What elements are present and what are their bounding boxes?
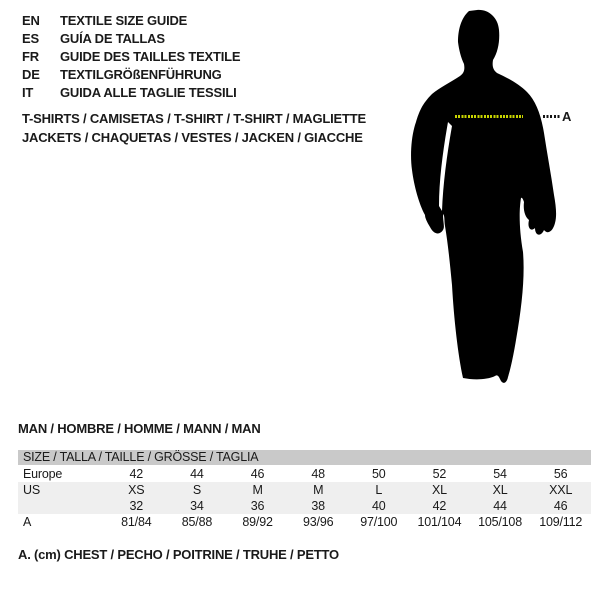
value-cell: 46: [250, 467, 265, 481]
table-row-alt-sizes: [18, 498, 591, 514]
value-cell: 89/92: [242, 515, 273, 529]
lang-row-fr: [22, 48, 240, 66]
category-tshirts: T-SHIRTS / CAMISETAS / T-SHIRT / T-SHIRT / MAGLIETTE: [22, 111, 366, 126]
value-cell: XS: [128, 483, 145, 497]
table-row-us: [18, 482, 591, 498]
value-cell: 101/104: [417, 515, 462, 529]
table-row-chest-cm: [18, 514, 591, 530]
man-silhouette-image: [403, 8, 573, 388]
value-cell: 34: [190, 499, 204, 513]
value-cell: 105/108: [478, 515, 522, 529]
lang-label: GUIDA ALLE TAGLIE TESSILI: [60, 85, 237, 100]
value-cell: L: [375, 483, 383, 497]
size-table: [18, 450, 591, 530]
value-cell: XXL: [549, 483, 573, 497]
row-label-cell: Europe: [23, 467, 63, 481]
value-cell: 85/88: [181, 515, 213, 529]
value-cell: 46: [553, 499, 568, 513]
value-cell: 56: [553, 467, 568, 481]
value-cell: 40: [372, 499, 386, 513]
lang-label: TEXTILGRÖßENFÜHRUNG: [60, 67, 222, 82]
section-title-man: MAN / HOMBRE / HOMME / MANN / MAN: [18, 421, 261, 436]
table-row-europe: [18, 466, 591, 482]
value-cell: M: [252, 483, 263, 497]
value-cell: 42: [432, 499, 447, 513]
value-cell: 48: [311, 467, 325, 481]
measure-footnote: A. (cm) CHEST / PECHO / POITRINE / TRUHE / PETTO: [18, 547, 339, 562]
value-cell: XL: [492, 483, 508, 497]
lang-row-es: [22, 30, 240, 48]
category-jackets: JACKETS / CHAQUETAS / VESTES / JACKEN / GIACCHE: [22, 129, 363, 145]
lang-label: GUIDE DES TAILLES TEXTILE: [60, 49, 241, 64]
value-cell: 44: [190, 467, 204, 481]
value-cell: 97/100: [360, 515, 398, 529]
lang-label: TEXTILE SIZE GUIDE: [60, 13, 188, 28]
lang-code: EN: [22, 13, 40, 28]
row-label-cell: US: [23, 483, 40, 497]
value-cell: 32: [129, 499, 144, 513]
lang-row-en: [22, 12, 240, 30]
value-cell: 38: [311, 499, 325, 513]
value-cell: 42: [129, 467, 144, 481]
value-cell: 109/112: [539, 515, 583, 529]
row-label-cell: [18, 498, 106, 514]
value-cell: 44: [493, 499, 507, 513]
value-cell: S: [192, 483, 201, 497]
value-cell: 36: [250, 499, 265, 513]
value-cell: 93/96: [303, 515, 334, 529]
lang-row-de: [22, 66, 240, 84]
row-label-cell: A: [23, 515, 32, 529]
language-title-list: [22, 12, 240, 102]
chest-measure-dashed-line: [455, 115, 523, 118]
value-cell: XL: [431, 483, 447, 497]
value-cell: M: [313, 483, 324, 497]
value-cell: 54: [493, 467, 507, 481]
lang-code: DE: [22, 67, 40, 82]
value-cell: 50: [372, 467, 386, 481]
garment-categories: [22, 110, 366, 147]
lang-label: GUÍA DE TALLAS: [60, 31, 165, 46]
measure-leader-dashes: [543, 115, 560, 118]
value-cell: 81/84: [121, 515, 152, 529]
lang-code: ES: [22, 31, 39, 46]
value-cell: 52: [432, 467, 447, 481]
lang-code: FR: [22, 49, 39, 64]
measure-label-a: A: [562, 109, 572, 124]
size-table-header: SIZE / TALLA / TAILLE / GRÖSSE / TAGLIA: [18, 450, 591, 465]
lang-row-it: [22, 84, 240, 102]
lang-code: IT: [22, 85, 34, 100]
